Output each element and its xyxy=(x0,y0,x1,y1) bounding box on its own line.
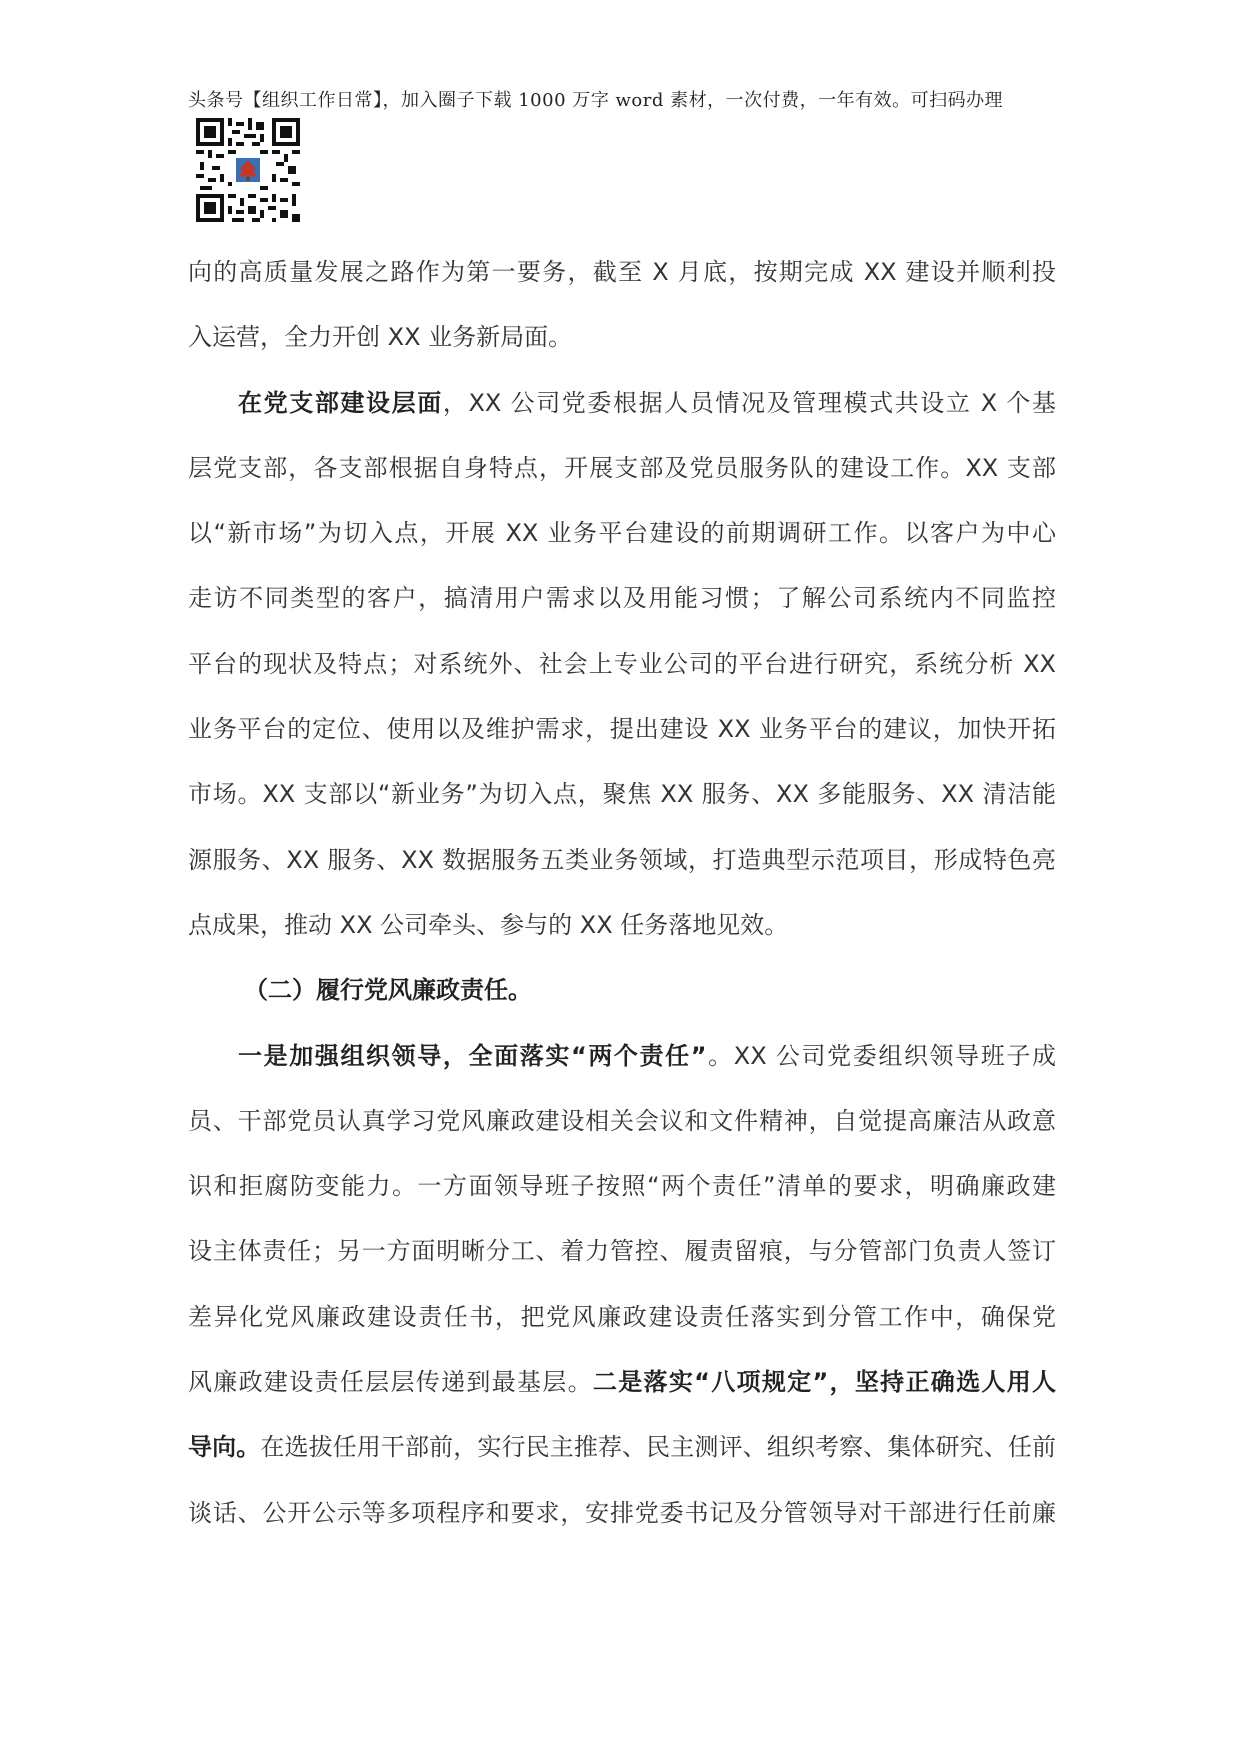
document-body xyxy=(188,240,1056,1546)
bold-lead-phrase: 导向。 xyxy=(188,1433,261,1462)
header-promo-text: 头条号【组织工作日常】，加入圈子下载 1000 万字 word 素材，一次付费，一年有效。可扫码办理 xyxy=(188,90,1004,111)
text-line: 员、干部党员认真学习党风廉政建设相关会议和文件精神，自觉提高廉洁从政意 xyxy=(188,1106,1056,1135)
text-line: 市场。XX 支部以“新业务”为切入点，聚焦 XX 服务、XX 多能服务、XX 清洁能 xyxy=(188,780,1056,809)
text-line xyxy=(188,371,1056,436)
text-span: 。XX 公司党委组织领导班子成 xyxy=(706,1041,1056,1070)
text-line xyxy=(188,1350,1056,1415)
paragraph-1 xyxy=(188,240,1056,371)
text-line: 谈话、公开公示等多项程序和要求，安排党委书记及分管领导对干部进行任前廉 xyxy=(188,1498,1056,1527)
text-line: 源服务、XX 服务、XX 数据服务五类业务领域，打造典型示范项目，形成特色亮 xyxy=(188,845,1056,874)
text-line: 识和拒腐防变能力。一方面领导班子按照“两个责任”清单的要求，明确廉政建 xyxy=(188,1172,1056,1201)
paragraph-2 xyxy=(188,371,1056,959)
text-line: 入运营，全力开创 XX 业务新局面。 xyxy=(188,323,573,352)
text-span: 风廉政建设责任层层传递到最基层。 xyxy=(188,1368,593,1397)
bold-lead-phrase: 二是落实“八项规定”，坚持正确选人用人 xyxy=(592,1368,1057,1397)
bold-lead-phrase: 在党支部建设层面 xyxy=(238,388,443,417)
text-line xyxy=(188,1024,1056,1089)
text-line xyxy=(188,1415,1056,1480)
text-line: 点成果，推动 XX 公司牵头、参与的 XX 任务落地见效。 xyxy=(188,910,789,939)
bold-lead-phrase: 一是加强组织领导，全面落实“两个责任” xyxy=(238,1041,707,1070)
text-span: ，XX 公司党委根据人员情况及管理模式共设立 X 个基 xyxy=(442,388,1057,417)
text-line: 层党支部，各支部根据自身特点，开展支部及党员服务队的建设工作。XX 支部 xyxy=(188,453,1056,482)
text-line: 走访不同类型的客户，搞清用户需求以及用能习惯；了解公司系统内不同监控 xyxy=(188,584,1056,613)
text-line: 以“新市场”为切入点，开展 XX 业务平台建设的前期调研工作。以客户为中心 xyxy=(188,519,1056,548)
text-line: 设主体责任；另一方面明晰分工、着力管控、履责留痕，与分管部门负责人签订 xyxy=(188,1237,1056,1266)
section-subheading xyxy=(188,958,1056,1023)
subheading-text: （二）履行党风廉政责任。 xyxy=(244,976,532,1005)
text-line: 差异化党风廉政建设责任书，把党风廉政建设责任落实到分管工作中，确保党 xyxy=(188,1302,1056,1331)
text-line: 向的高质量发展之路作为第一要务，截至 X 月底，按期完成 XX 建设并顺利投 xyxy=(188,258,1056,286)
text-span: 在选拔任用干部前，实行民主推荐、民主测评、组织考察、集体研究、任前 xyxy=(260,1433,1056,1462)
qr-code-icon xyxy=(196,118,300,222)
text-line: 业务平台的定位、使用以及维护需求，提出建设 XX 业务平台的建议，加快开拓 xyxy=(188,715,1056,744)
text-line: 平台的现状及特点；对系统外、社会上专业公司的平台进行研究，系统分析 XX xyxy=(188,649,1056,678)
paragraph-3 xyxy=(188,1024,1056,1546)
